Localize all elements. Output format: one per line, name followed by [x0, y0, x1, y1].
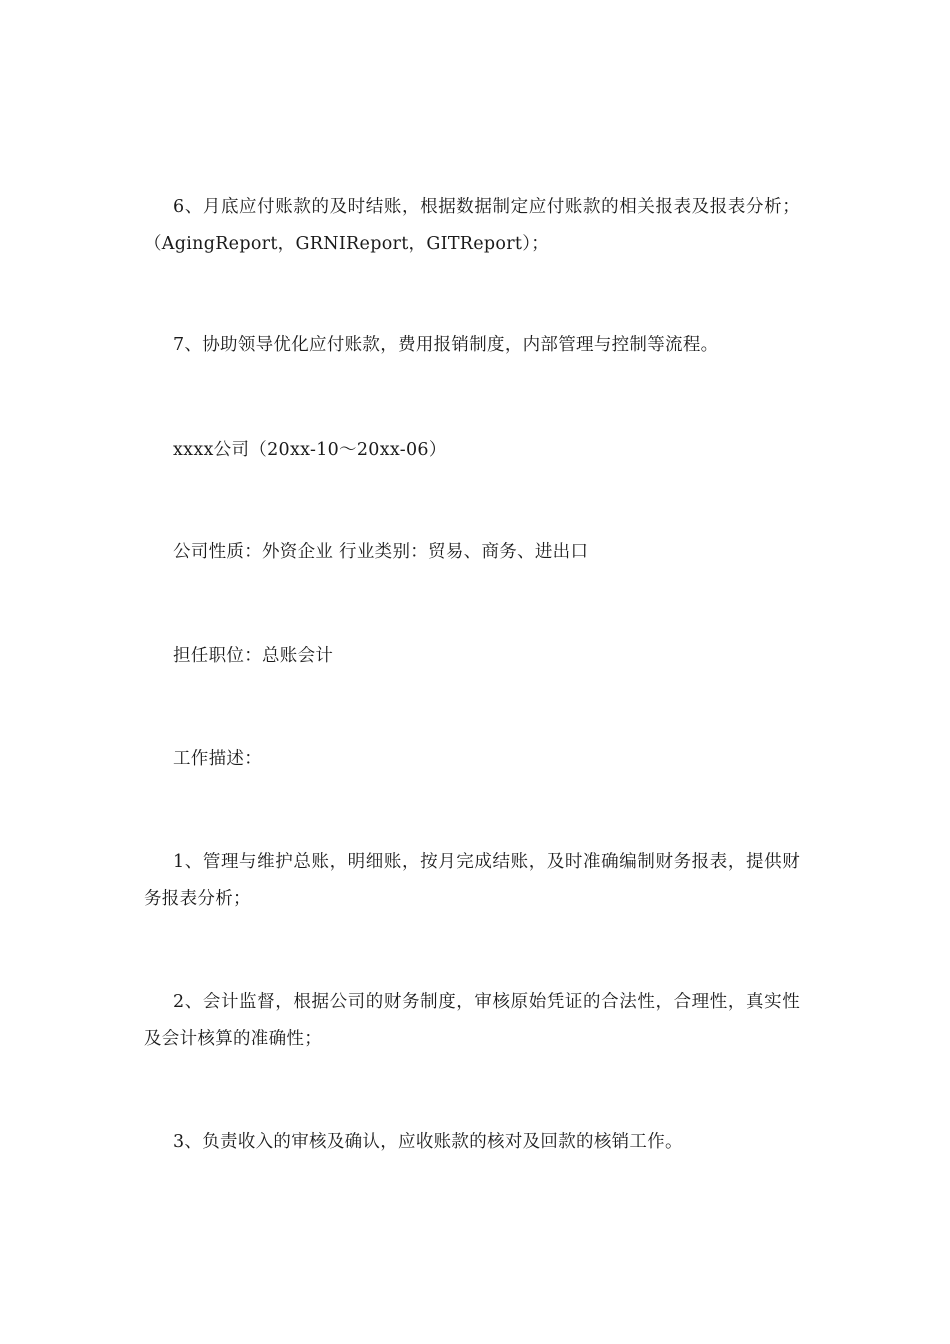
paragraph-item-2-supervision: 2、会计监督，根据公司的财务制度，审核原始凭证的合法性，合理性，真实性及会计核算的准确性； [144, 992, 800, 1049]
job-description-heading: 工作描述： [173, 749, 262, 769]
paragraph-item-1-ledger: 1、管理与维护总账，明细账，按月完成结账，及时准确编制财务报表，提供财务报表分析； [144, 852, 800, 909]
position-line: 担任职位：总账会计 [173, 646, 334, 666]
paragraph-item-6-ap-closing: 6、月底应付账款的及时结账，根据数据制定应付账款的相关报表及报表分析；（AgingReport，GRNIReport，GITReport）； [144, 197, 800, 254]
company-period-heading: xxxx公司（20xx-10～20xx-06） [173, 440, 447, 460]
company-nature-line: 公司性质：外资企业 行业类别：贸易、商务、进出口 [173, 542, 589, 562]
paragraph-item-7-optimization: 7、协助领导优化应付账款，费用报销制度，内部管理与控制等流程。 [173, 335, 719, 355]
paragraph-item-3-revenue: 3、负责收入的审核及确认，应收账款的核对及回款的核销工作。 [173, 1132, 683, 1152]
